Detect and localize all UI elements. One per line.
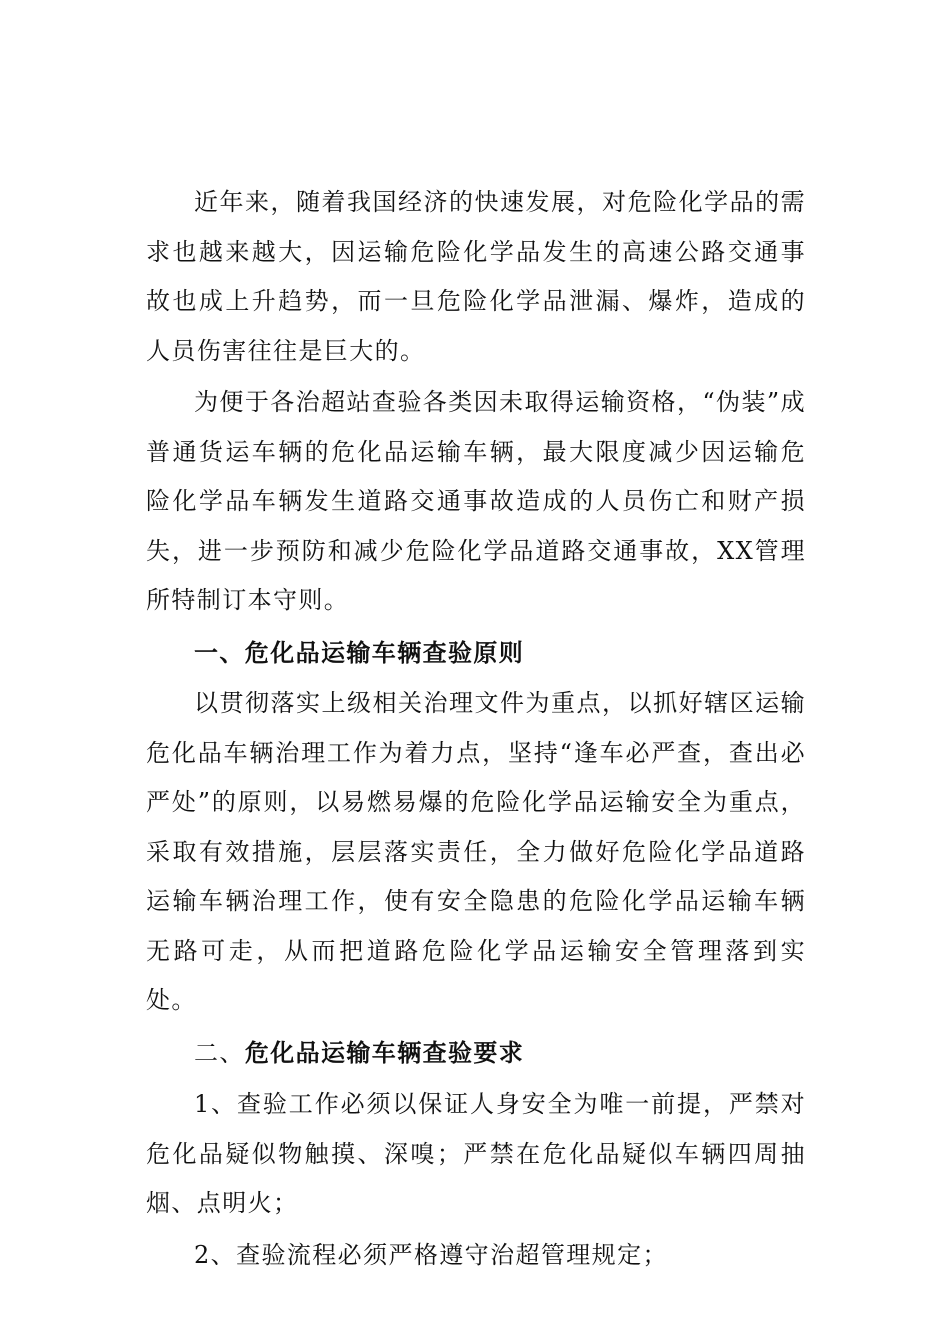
section-2-heading: [146, 1028, 806, 1079]
paragraph-intro: 近年来，随着我国经济的快速发展，对危险化学品的需求也越来越大，因运输危险化学品发生的高速公路交通事故也成上升趋势，而一旦危险化学品泄漏、爆炸，造成的人员伤害往往是巨大的。: [146, 188, 806, 365]
paragraph-purpose: 为便于各治超站查验各类因未取得运输资格，“伪装”成普通货运车辆的危化品运输车辆，最大限度减少因运输危险化学品车辆发生道路交通事故造成的人员伤亡和财产损失，进一步预防和减少危险化学品道路交通事故，XX管理所特制订本守则。: [146, 388, 806, 614]
section-1-body: 以贯彻落实上级相关治理文件为重点，以抓好辖区运输危化品车辆治理工作为着力点，坚持“逢车必严查，查出必严处”的原则，以易燃易爆的危险化学品运输安全为重点，采取有效措施，层层落实责任，全力做好危险化学品道路运输车辆治理工作，使有安全隐患的危险化学品运输车辆无路可走，从而把道路危险化学品运输安全管理落到实处。: [146, 689, 806, 1014]
section-2-item-2: 2、查验流程必须严格遵守治超管理规定；: [194, 1240, 668, 1269]
section-2-heading-title: 危化品运输车辆查验要求: [244, 1037, 525, 1067]
section-2-item-1: 1、查验工作必须以保证人身安全为唯一前提，严禁对危化品疑似物触摸、深嗅；严禁在危化品疑似车辆四周抽烟、点明火；: [146, 1090, 806, 1217]
section-1-heading: 一、危化品运输车辆查验原则: [194, 637, 525, 667]
document-body: [146, 178, 806, 1282]
section-2-heading-number: 二、: [194, 1038, 245, 1067]
